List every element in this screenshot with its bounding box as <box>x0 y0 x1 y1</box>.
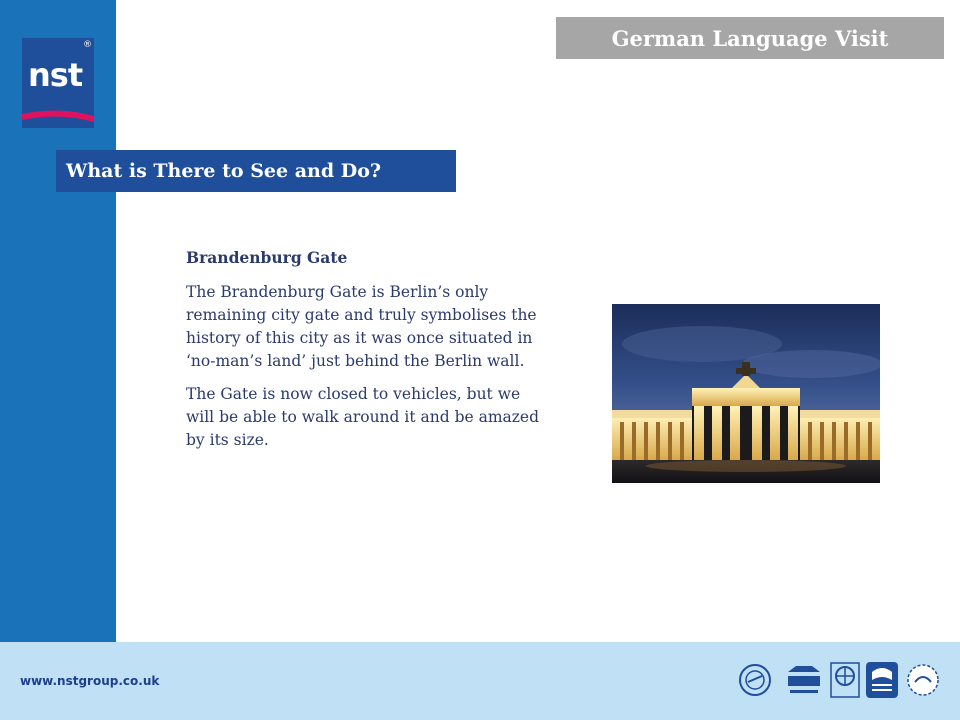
nst-logo[interactable] <box>22 38 94 128</box>
abta-badge-icon <box>828 660 862 700</box>
content-paragraph-1: The Brandenburg Gate is Berlin’s only remaining city gate and truly symbolises the history of this city as it was once situated in ‘no-man’s land’ just behind the Berlin wall. <box>186 283 537 370</box>
content-heading: Brandenburg Gate <box>186 248 348 267</box>
content-body <box>186 246 546 462</box>
logo-text: nst <box>28 56 83 94</box>
brandenburg-gate-photo <box>612 304 880 483</box>
stf-badge-icon <box>906 660 940 700</box>
safety-system-badge-icon <box>864 660 900 700</box>
content-paragraph-2: The Gate is now closed to vehicles, but we will be able to walk around it and be amazed by its size. <box>186 385 540 449</box>
section-title: What is There to See and Do? <box>66 160 382 182</box>
school-travel-badge-icon <box>738 660 772 700</box>
footer-bar <box>0 642 960 720</box>
iata-badge-icon <box>784 660 824 700</box>
logo-swoosh-icon <box>22 104 94 128</box>
presentation-title-bar <box>556 17 944 59</box>
registered-mark: ® <box>83 40 92 50</box>
presentation-title: German Language Visit <box>611 25 889 51</box>
website-link[interactable]: www.nstgroup.co.uk <box>20 674 160 688</box>
section-title-bar <box>56 150 456 192</box>
